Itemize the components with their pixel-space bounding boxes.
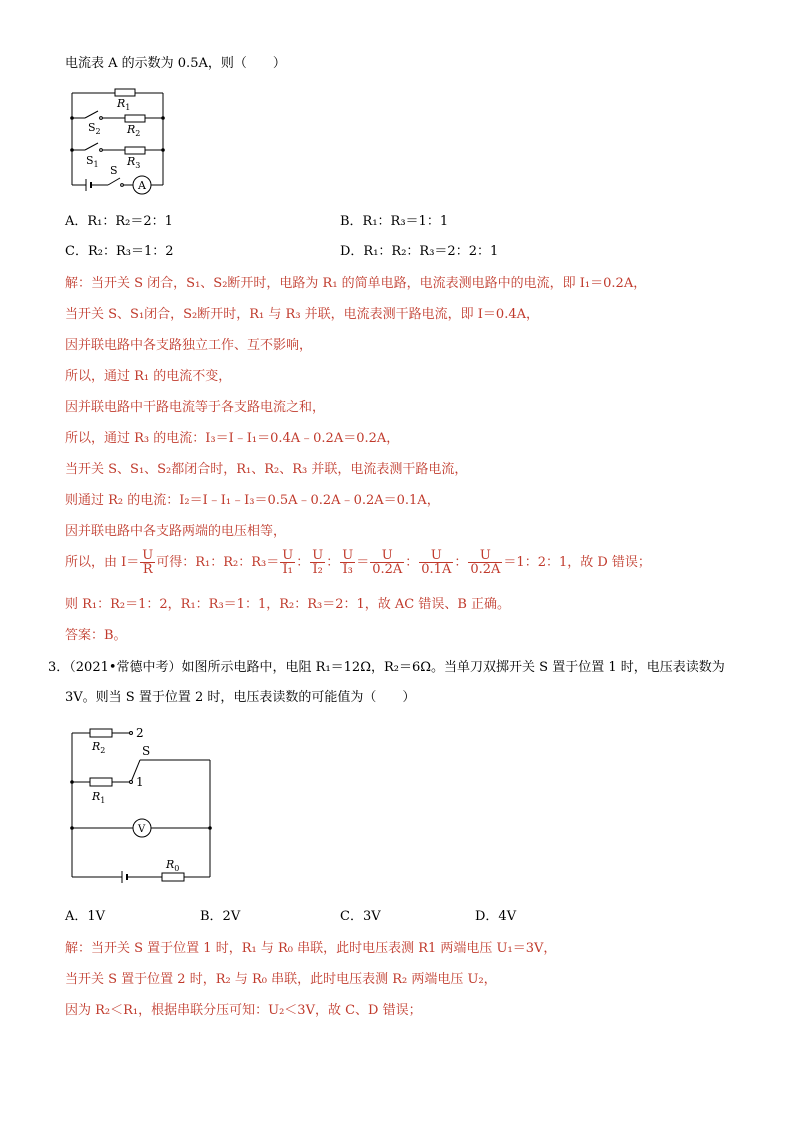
q3-r2-label: $R_2$ [92, 740, 106, 755]
q2-solution-line-1: 解：当开关 S 闭合，S₁、S₂断开时，电路为 R₁ 的简单电路，电流表测电路中的电流，即 I₁＝0.2A， [65, 276, 647, 291]
formula-prefix: 所以，由 I＝ [65, 555, 140, 570]
q3-solution-line-1: 解：当开关 S 置于位置 1 时，R₁ 与 R₀ 串联，此时电压表测 R1 两端电压 U₁＝3V， [65, 941, 557, 956]
q3-r0-label: $R_0$ [166, 858, 180, 873]
question-3-stem-line-2: 3V。则当 S 置于位置 2 时，电压表读数的可能值为（ ） [65, 690, 416, 705]
question-3-stem-line-1: 3．（2021•常德中考）如图所示电路中，电阻 R₁＝12Ω，R₂＝6Ω。当单刀双掷开关 S 置于位置 1 时，电压表读数为 [48, 660, 725, 675]
q2-solution-line-4: 所以，通过 R₁ 的电流不变， [65, 369, 232, 384]
q2-conclusion: 则 R₁：R₂＝1：2，R₁：R₃＝1：1，R₂：R₃＝2：1，故 AC 错误、B 正确。 [65, 597, 511, 612]
q2-solution-line-6: 所以，通过 R₃ 的电流：I₃＝I﹣I₁＝0.4A﹣0.2A＝0.2A， [65, 431, 400, 446]
q2-solution-line-8: 则通过 R₂ 的电流：I₂＝I﹣I₁﹣I₃＝0.5A﹣0.2A﹣0.2A＝0.1A， [65, 493, 440, 508]
switch-position-1-label: 1 [136, 775, 144, 789]
formula-mid: 可得：R₁：R₂：R₃＝ [156, 555, 280, 570]
question-3-circuit-diagram [62, 722, 222, 887]
question-2-stem: 电流表 A 的示数为 0.5A，则（ ） [65, 56, 286, 71]
fraction-u-over-0-2a-second: $\frac{U}{0.2A}$ [470, 548, 501, 577]
formula-suffix: ＝1：2：1，故 D 错误； [503, 555, 651, 570]
q2-option-b: B．R₁：R₃＝1：1 [340, 214, 449, 229]
switch-position-2-label: 2 [136, 726, 144, 740]
q2-ratio-formula: 所以，由 I＝ $\frac{U}{R}$ 可得：R₁：R₂：R₃＝ $\frac{U}{\text{I₁}}$ ： $\frac{U}{\text{I₂}}$ ： $\frac{U}{\text{I₃}}$ ＝ $\frac{U}{0.2A}$ ： $\frac{U}{0.1A}$ ： $\frac{U}{0.2A}$ ＝1：2：1，故 D 错误； [65, 548, 651, 577]
q3-option-b: B．2V [200, 909, 241, 924]
q3-option-a: A．1V [65, 909, 106, 924]
q3-r1-label: $R_1$ [92, 790, 106, 805]
q2-answer: 答案：B。 [65, 628, 127, 643]
q2-solution-line-5: 因并联电路中干路电流等于各支路电流之和， [65, 400, 326, 415]
q3-solution-line-2: 当开关 S 置于位置 2 时，R₂ 与 R₀ 串联，此时电压表测 R₂ 两端电压 U₂， [65, 972, 497, 987]
q2-option-d: D．R₁：R₂：R₃＝2：2：1 [340, 244, 499, 259]
question-2-circuit-diagram [60, 85, 180, 195]
r3-label: $R_3$ [127, 155, 141, 170]
r1-label: $R_1$ [117, 97, 131, 112]
fraction-u-over-r: $\frac{U}{R}$ [142, 548, 154, 577]
fraction-u-over-0-2a: $\frac{U}{0.2A}$ [372, 548, 403, 577]
q3-option-c: C．3V [340, 909, 381, 924]
voltmeter-label: V [138, 824, 146, 835]
q2-option-a: A．R₁：R₂＝2：1 [65, 214, 173, 229]
r2-label: $R_2$ [127, 123, 141, 138]
q2-option-c: C．R₂：R₃＝1：2 [65, 244, 174, 259]
fraction-u-over-i2: $\frac{U}{\text{I₂}}$ [312, 548, 324, 577]
s2-label: $S_2$ [88, 121, 101, 136]
fraction-u-over-i3: $\frac{U}{\text{I₃}}$ [342, 548, 354, 577]
s-label: S [110, 164, 118, 177]
q3-option-d: D．4V [475, 909, 517, 924]
fraction-u-over-0-1a: $\frac{U}{0.1A}$ [421, 548, 452, 577]
q3-solution-line-3: 因为 R₂＜R₁，根据串联分压可知：U₂＜3V，故 C、D 错误； [65, 1003, 422, 1018]
q2-solution-line-3: 因并联电路中各支路独立工作、互不影响， [65, 338, 313, 353]
q2-solution-line-9: 因并联电路中各支路两端的电压相等， [65, 524, 287, 539]
fraction-u-over-i1: $\frac{U}{\text{I₁}}$ [282, 548, 294, 577]
ammeter-label: A [138, 179, 146, 192]
s1-label: $S_1$ [86, 154, 99, 169]
q2-solution-line-2: 当开关 S、S₁闭合，S₂断开时，R₁ 与 R₃ 并联，电流表测干路电流，即 I＝0.4A， [65, 307, 539, 322]
switch-s-label: S [142, 744, 151, 758]
q2-solution-line-7: 当开关 S、S₁、S₂都闭合时，R₁、R₂、R₃ 并联，电流表测干路电流， [65, 462, 468, 477]
